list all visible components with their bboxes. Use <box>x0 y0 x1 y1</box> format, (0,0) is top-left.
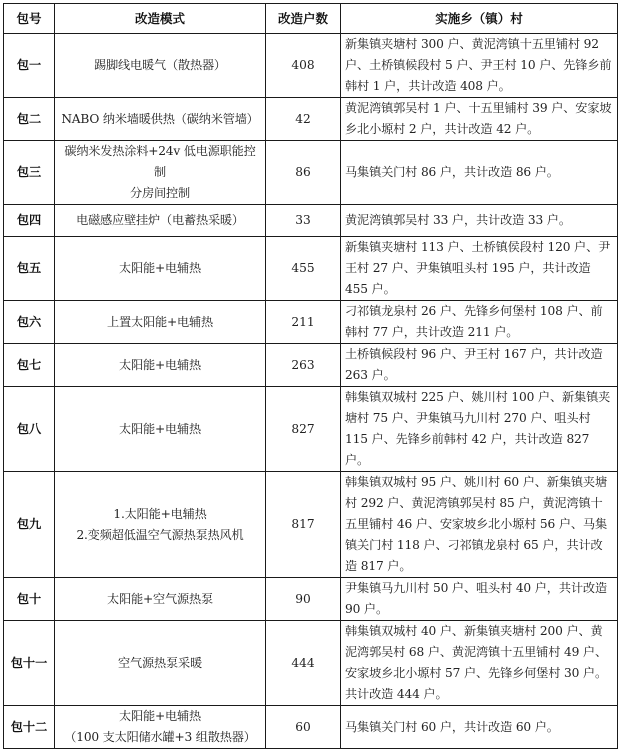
households-cell: 455 <box>266 237 341 301</box>
villages-cell: 韩集镇双城村 95 户、姚川村 60 户、新集镇夹塘村 292 户、黄泥湾镇郭吴村 85 户，黄泥湾镇十五里铺村 46 户、安家坡乡北小塬村 56 户、马集镇关门村 118 户、刁祁镇龙泉村 65 户，共计改造 817 户。 <box>341 472 618 578</box>
table-body <box>4 34 618 749</box>
mode-cell <box>55 141 266 205</box>
table-row <box>4 301 618 344</box>
package-cell: 包八 <box>4 387 55 472</box>
mode-line: 太阳能+电辅热 <box>119 261 201 275</box>
table-row <box>4 387 618 472</box>
header-row <box>4 4 618 34</box>
table-row <box>4 237 618 301</box>
package-cell: 包十 <box>4 578 55 621</box>
villages-cell: 韩集镇双城村 225 户、姚川村 100 户、新集镇夹塘村 75 户、尹集镇马九川村 270 户、咀头村 115 户、先锋乡前韩村 42 户，共计改造 827 户。 <box>341 387 618 472</box>
mode-cell <box>55 578 266 621</box>
households-cell: 42 <box>266 98 341 141</box>
mode-line: 分房间控制 <box>130 186 190 200</box>
mode-cell <box>55 472 266 578</box>
package-cell: 包一 <box>4 34 55 98</box>
table-row <box>4 34 618 98</box>
households-cell: 444 <box>266 621 341 706</box>
villages-cell: 黄泥湾镇郭吴村 1 户、十五里铺村 39 户、安家坡乡北小塬村 2 户，共计改造 42 户。 <box>341 98 618 141</box>
renovation-plan-table <box>3 3 618 749</box>
villages-cell: 马集镇关门村 86 户，共计改造 86 户。 <box>341 141 618 205</box>
villages-cell: 新集镇夹塘村 300 户、黄泥湾镇十五里铺村 92 户、土桥镇候段村 5 户、尹王村 10 户、先锋乡前韩村 1 户，共计改造 408 户。 <box>341 34 618 98</box>
mode-cell <box>55 98 266 141</box>
header-villages: 实施乡（镇）村 <box>341 4 618 34</box>
mode-cell <box>55 237 266 301</box>
villages-cell: 尹集镇马九川村 50 户、咀头村 40 户，共计改造 90 户。 <box>341 578 618 621</box>
table-row <box>4 205 618 237</box>
households-cell: 90 <box>266 578 341 621</box>
header-package: 包号 <box>4 4 55 34</box>
villages-cell: 刁祁镇龙泉村 26 户、先锋乡何堡村 108 户、前韩村 77 户，共计改造 211 户。 <box>341 301 618 344</box>
mode-line: 上置太阳能+电辅热 <box>107 314 213 329</box>
households-cell: 60 <box>266 706 341 749</box>
package-cell: 包十二 <box>4 706 55 749</box>
package-cell: 包六 <box>4 301 55 344</box>
households-cell: 817 <box>266 472 341 578</box>
mode-line: NABO 纳米墙暖供热（碳纳米管墙） <box>61 111 259 126</box>
mode-cell <box>55 205 266 237</box>
households-cell: 33 <box>266 205 341 237</box>
mode-line: 太阳能+电辅热 <box>119 709 201 723</box>
package-cell: 包二 <box>4 98 55 141</box>
table-row <box>4 578 618 621</box>
villages-cell: 马集镇关门村 60 户，共计改造 60 户。 <box>341 706 618 749</box>
villages-cell: 韩集镇双城村 40 户、新集镇夹塘村 200 户、黄泥湾郭吴村 68 户、黄泥湾镇十五里铺村 49 户、安家坡乡北小塬村 57 户、先锋乡何堡村 30 户。共计改造 444 户。 <box>341 621 618 706</box>
mode-line: 踢脚线电暖气（散热器） <box>94 58 226 72</box>
households-cell: 86 <box>266 141 341 205</box>
mode-cell <box>55 301 266 344</box>
villages-cell: 土桥镇候段村 96 户、尹王村 167 户，共计改造 263 户。 <box>341 344 618 387</box>
mode-cell <box>55 34 266 98</box>
table-row <box>4 706 618 749</box>
table-row <box>4 344 618 387</box>
villages-cell: 新集镇夹塘村 113 户、土桥镇侯段村 120 户、尹王村 27 户、尹集镇咀头村 195 户，共计改造 455 户。 <box>341 237 618 301</box>
package-cell: 包四 <box>4 205 55 237</box>
mode-line: 太阳能+空气源热泵 <box>107 591 213 606</box>
mode-cell <box>55 621 266 706</box>
package-cell: 包十一 <box>4 621 55 706</box>
mode-line: 电磁感应壁挂炉（电蓄热采暖） <box>76 213 244 227</box>
package-cell: 包五 <box>4 237 55 301</box>
table-row <box>4 472 618 578</box>
mode-line: 太阳能+电辅热 <box>119 421 201 436</box>
mode-line: 1.太阳能+电辅热 <box>113 506 207 521</box>
package-cell: 包九 <box>4 472 55 578</box>
mode-cell <box>55 344 266 387</box>
villages-cell: 黄泥湾镇郭吴村 33 户，共计改造 33 户。 <box>341 205 618 237</box>
mode-line: 2.变频超低温空气源热泵热风机 <box>76 527 244 542</box>
households-cell: 408 <box>266 34 341 98</box>
table-row <box>4 621 618 706</box>
mode-cell <box>55 706 266 749</box>
package-cell: 包七 <box>4 344 55 387</box>
table-row <box>4 141 618 205</box>
mode-line: （100 支太阳储水罐+3 组散热器） <box>64 730 256 744</box>
table-row <box>4 98 618 141</box>
households-cell: 827 <box>266 387 341 472</box>
households-cell: 263 <box>266 344 341 387</box>
header-mode: 改造模式 <box>55 4 266 34</box>
households-cell: 211 <box>266 301 341 344</box>
header-households: 改造户数 <box>266 4 341 34</box>
mode-line: 空气源热泵采暖 <box>118 655 202 670</box>
mode-line: 太阳能+电辅热 <box>119 357 201 372</box>
mode-line: 碳纳米发热涂料+24v 低电源职能控制 <box>64 144 256 179</box>
mode-cell <box>55 387 266 472</box>
package-cell: 包三 <box>4 141 55 205</box>
